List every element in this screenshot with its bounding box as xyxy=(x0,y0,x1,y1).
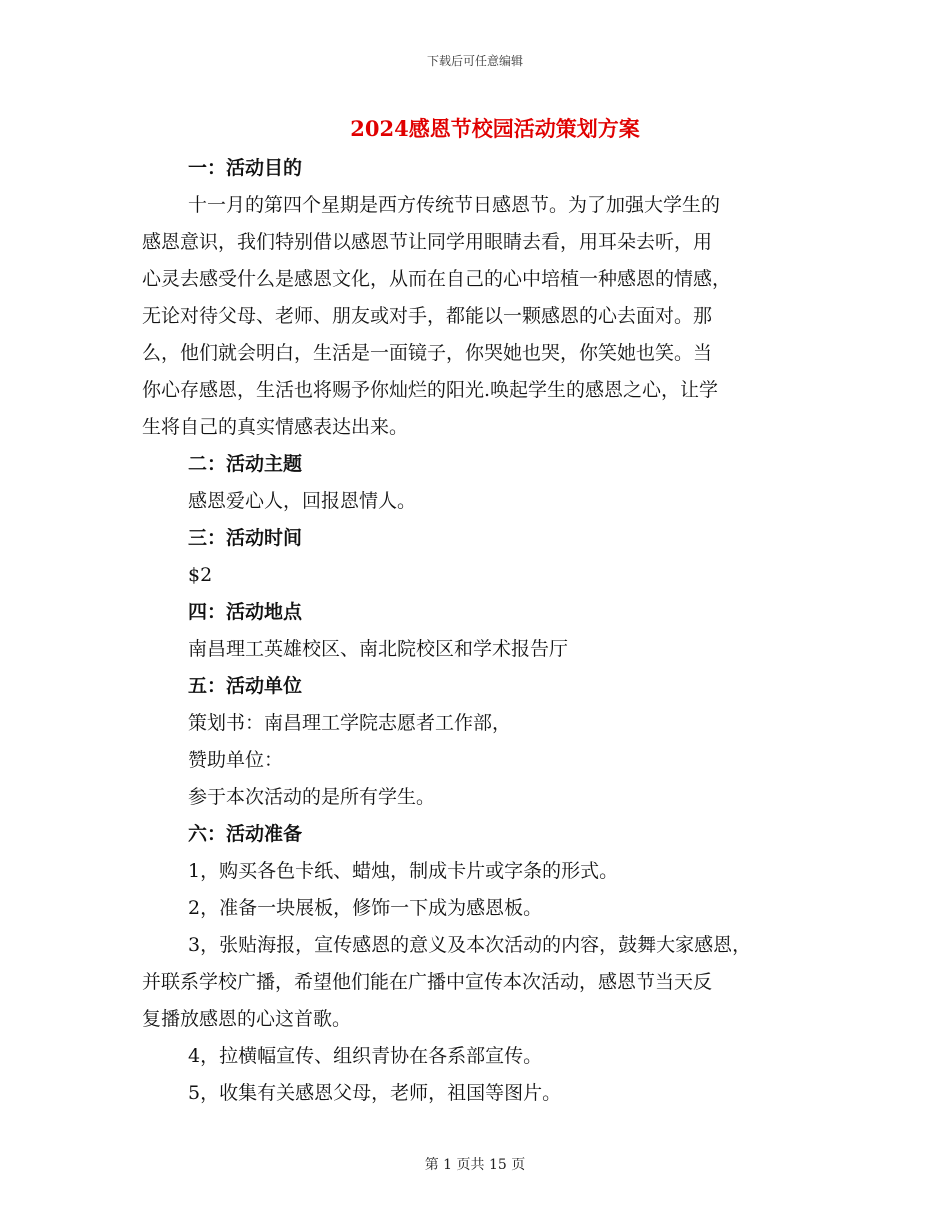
paragraph-line: 复播放感恩的心这首歌。 xyxy=(142,1008,352,1030)
page-number-footer: 第 1 页共 15 页 xyxy=(424,1157,526,1173)
paragraph-line: 心灵去感受什么是感恩文化，从而在自己的心中培植一种感恩的情感， xyxy=(142,268,732,290)
paragraph-line: $2 xyxy=(188,564,213,586)
paragraph-line: 无论对待父母、老师、朋友或对手，都能以一颗感恩的心去面对。那 xyxy=(142,305,713,327)
list-item: 2，准备一块展板，修饰一下成为感恩板。 xyxy=(188,897,543,919)
section-heading-location: 四：活动地点 xyxy=(188,601,303,623)
section-heading-organizer: 五：活动单位 xyxy=(188,675,303,697)
paragraph-line: 南昌理工英雄校区、南北院校区和学术报告厅 xyxy=(188,638,569,660)
section-heading-time: 三：活动时间 xyxy=(188,527,303,549)
section-heading-purpose: 一：活动目的 xyxy=(188,157,303,179)
document-title: 2024感恩节校园活动策划方案 xyxy=(350,116,640,141)
list-item: 3，张贴海报，宣传感恩的意义及本次活动的内容，鼓舞大家感恩， xyxy=(188,934,752,956)
document-body xyxy=(142,150,810,1112)
paragraph-line: 生将自己的真实情感表达出来。 xyxy=(142,416,409,438)
paragraph-line: 策划书：南昌理工学院志愿者工作部， xyxy=(188,712,512,734)
list-item: 5，收集有关感恩父母，老师，祖国等图片。 xyxy=(188,1082,562,1104)
paragraph-line: 感恩意识，我们特别借以感恩节让同学用眼睛去看，用耳朵去听，用 xyxy=(142,231,713,253)
paragraph-line: 赞助单位： xyxy=(188,749,284,771)
list-item: 4，拉横幅宣传、组织青协在各系部宣传。 xyxy=(188,1045,543,1067)
paragraph-line: 么，他们就会明白，生活是一面镜子，你哭她也哭，你笑她也笑。当 xyxy=(142,342,713,364)
list-item: 1，购买各色卡纸、蜡烛，制成卡片或字条的形式。 xyxy=(188,860,619,882)
paragraph-line: 参于本次活动的是所有学生。 xyxy=(188,786,436,808)
section-heading-preparation: 六：活动准备 xyxy=(188,823,303,845)
paragraph-line: 你心存感恩，生活也将赐予你灿烂的阳光.唤起学生的感恩之心，让学 xyxy=(142,379,719,401)
paragraph-line: 十一月的第四个星期是西方传统节日感恩节。为了加强大学生的 xyxy=(188,194,721,216)
page-header-note: 下载后可任意编辑 xyxy=(426,54,523,68)
section-heading-theme: 二：活动主题 xyxy=(188,453,303,475)
paragraph-line: 感恩爱心人，回报恩情人。 xyxy=(188,490,417,512)
paragraph-line: 并联系学校广播，希望他们能在广播中宣传本次活动，感恩节当天反 xyxy=(142,971,713,993)
